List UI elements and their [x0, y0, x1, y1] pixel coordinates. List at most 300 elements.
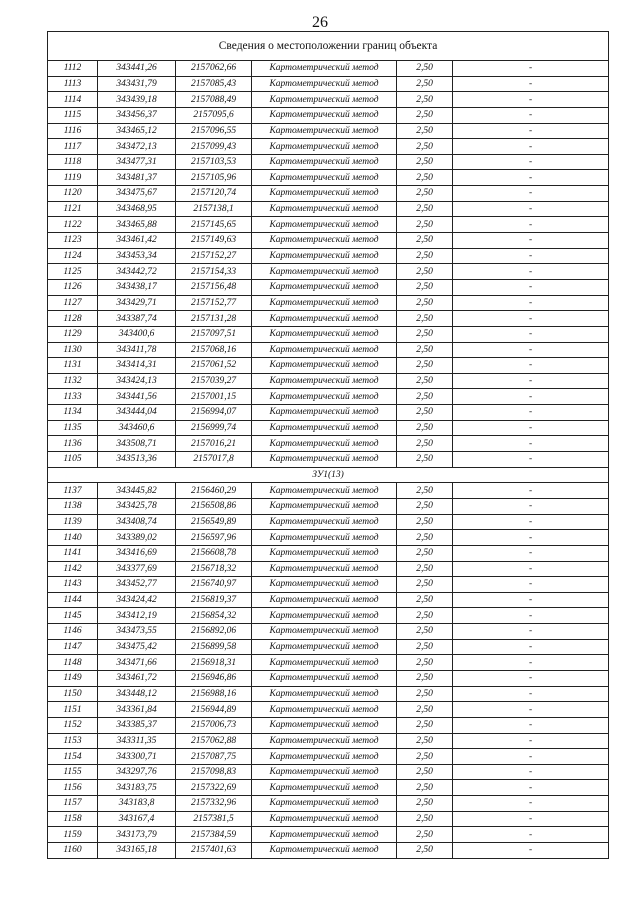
point-number-cell: 1158	[48, 811, 98, 827]
y-coordinate-cell: 2157085,43	[176, 76, 252, 92]
method-cell: Картометрический метод	[252, 436, 397, 452]
table-row	[48, 358, 609, 374]
y-coordinate-cell: 2156994,07	[176, 405, 252, 421]
accuracy-cell: 2,50	[397, 530, 453, 546]
description-cell: -	[453, 608, 609, 624]
description-cell: -	[453, 780, 609, 796]
accuracy-cell: 2,50	[397, 201, 453, 217]
y-coordinate-cell: 2156819,37	[176, 592, 252, 608]
x-coordinate-cell: 343385,37	[98, 717, 176, 733]
method-cell: Картометрический метод	[252, 233, 397, 249]
x-coordinate-cell: 343468,95	[98, 201, 176, 217]
accuracy-cell: 2,50	[397, 514, 453, 530]
table-row	[48, 545, 609, 561]
accuracy-cell: 2,50	[397, 107, 453, 123]
x-coordinate-cell: 343472,13	[98, 139, 176, 155]
y-coordinate-cell: 2157006,73	[176, 717, 252, 733]
method-cell: Картометрический метод	[252, 608, 397, 624]
accuracy-cell: 2,50	[397, 639, 453, 655]
y-coordinate-cell: 2157152,27	[176, 248, 252, 264]
x-coordinate-cell: 343477,31	[98, 154, 176, 170]
accuracy-cell: 2,50	[397, 749, 453, 765]
description-cell: -	[453, 592, 609, 608]
accuracy-cell: 2,50	[397, 545, 453, 561]
accuracy-cell: 2,50	[397, 483, 453, 499]
point-number-cell: 1117	[48, 139, 98, 155]
point-number-cell: 1120	[48, 186, 98, 202]
y-coordinate-cell: 2156918,31	[176, 655, 252, 671]
table-row	[48, 639, 609, 655]
method-cell: Картометрический метод	[252, 170, 397, 186]
accuracy-cell: 2,50	[397, 405, 453, 421]
y-coordinate-cell: 2157017,8	[176, 452, 252, 468]
table-row	[48, 592, 609, 608]
point-number-cell: 1140	[48, 530, 98, 546]
accuracy-cell: 2,50	[397, 436, 453, 452]
table-row	[48, 796, 609, 812]
y-coordinate-cell: 2156718,32	[176, 561, 252, 577]
description-cell: -	[453, 170, 609, 186]
description-cell: -	[453, 311, 609, 327]
x-coordinate-cell: 343165,18	[98, 843, 176, 859]
description-cell: -	[453, 389, 609, 405]
method-cell: Картометрический метод	[252, 295, 397, 311]
table-row	[48, 389, 609, 405]
accuracy-cell: 2,50	[397, 843, 453, 859]
table-row	[48, 342, 609, 358]
x-coordinate-cell: 343465,12	[98, 123, 176, 139]
accuracy-cell: 2,50	[397, 233, 453, 249]
description-cell: -	[453, 295, 609, 311]
description-cell: -	[453, 545, 609, 561]
accuracy-cell: 2,50	[397, 139, 453, 155]
method-cell: Картометрический метод	[252, 342, 397, 358]
accuracy-cell: 2,50	[397, 373, 453, 389]
y-coordinate-cell: 2157099,43	[176, 139, 252, 155]
x-coordinate-cell: 343361,84	[98, 702, 176, 718]
x-coordinate-cell: 343445,82	[98, 483, 176, 499]
accuracy-cell: 2,50	[397, 780, 453, 796]
accuracy-cell: 2,50	[397, 342, 453, 358]
description-cell: -	[453, 686, 609, 702]
x-coordinate-cell: 343461,42	[98, 233, 176, 249]
method-cell: Картометрический метод	[252, 311, 397, 327]
description-cell: -	[453, 61, 609, 77]
table-row	[48, 686, 609, 702]
method-cell: Картометрический метод	[252, 827, 397, 843]
description-cell: -	[453, 483, 609, 499]
method-cell: Картометрический метод	[252, 780, 397, 796]
y-coordinate-cell: 2157088,49	[176, 92, 252, 108]
accuracy-cell: 2,50	[397, 186, 453, 202]
description-cell: -	[453, 827, 609, 843]
point-number-cell: 1121	[48, 201, 98, 217]
x-coordinate-cell: 343452,77	[98, 577, 176, 593]
accuracy-cell: 2,50	[397, 702, 453, 718]
table-row	[48, 139, 609, 155]
x-coordinate-cell: 343441,26	[98, 61, 176, 77]
point-number-cell: 1147	[48, 639, 98, 655]
description-cell: -	[453, 749, 609, 765]
x-coordinate-cell: 343408,74	[98, 514, 176, 530]
description-cell: -	[453, 186, 609, 202]
table-row	[48, 123, 609, 139]
table-row	[48, 498, 609, 514]
y-coordinate-cell: 2157138,1	[176, 201, 252, 217]
point-number-cell: 1156	[48, 780, 98, 796]
x-coordinate-cell: 343173,79	[98, 827, 176, 843]
table-row	[48, 530, 609, 546]
y-coordinate-cell: 2157149,63	[176, 233, 252, 249]
accuracy-cell: 2,50	[397, 311, 453, 327]
y-coordinate-cell: 2157103,53	[176, 154, 252, 170]
table-row	[48, 170, 609, 186]
description-cell: -	[453, 248, 609, 264]
method-cell: Картометрический метод	[252, 405, 397, 421]
accuracy-cell: 2,50	[397, 827, 453, 843]
y-coordinate-cell: 2156946,86	[176, 670, 252, 686]
method-cell: Картометрический метод	[252, 717, 397, 733]
point-number-cell: 1144	[48, 592, 98, 608]
description-cell: -	[453, 577, 609, 593]
method-cell: Картометрический метод	[252, 592, 397, 608]
table-row	[48, 655, 609, 671]
method-cell: Картометрический метод	[252, 279, 397, 295]
x-coordinate-cell: 343508,71	[98, 436, 176, 452]
description-cell: -	[453, 123, 609, 139]
table-row	[48, 733, 609, 749]
description-cell: -	[453, 373, 609, 389]
y-coordinate-cell: 2157039,27	[176, 373, 252, 389]
table-row	[48, 764, 609, 780]
table-row	[48, 670, 609, 686]
point-number-cell: 1135	[48, 420, 98, 436]
point-number-cell: 1136	[48, 436, 98, 452]
x-coordinate-cell: 343416,69	[98, 545, 176, 561]
table-row	[48, 749, 609, 765]
table-row	[48, 201, 609, 217]
point-number-cell: 1131	[48, 358, 98, 374]
point-number-cell: 1133	[48, 389, 98, 405]
method-cell: Картометрический метод	[252, 749, 397, 765]
accuracy-cell: 2,50	[397, 733, 453, 749]
method-cell: Картометрический метод	[252, 733, 397, 749]
description-cell: -	[453, 405, 609, 421]
y-coordinate-cell: 2156549,89	[176, 514, 252, 530]
x-coordinate-cell: 343167,4	[98, 811, 176, 827]
point-number-cell: 1123	[48, 233, 98, 249]
accuracy-cell: 2,50	[397, 389, 453, 405]
y-coordinate-cell: 2157098,83	[176, 764, 252, 780]
point-number-cell: 1148	[48, 655, 98, 671]
y-coordinate-cell: 2157096,55	[176, 123, 252, 139]
point-number-cell: 1125	[48, 264, 98, 280]
point-number-cell: 1118	[48, 154, 98, 170]
accuracy-cell: 2,50	[397, 717, 453, 733]
table-row	[48, 843, 609, 859]
point-number-cell: 1139	[48, 514, 98, 530]
method-cell: Картометрический метод	[252, 61, 397, 77]
x-coordinate-cell: 343453,34	[98, 248, 176, 264]
table-row	[48, 608, 609, 624]
description-cell: -	[453, 702, 609, 718]
method-cell: Картометрический метод	[252, 107, 397, 123]
x-coordinate-cell: 343297,76	[98, 764, 176, 780]
method-cell: Картометрический метод	[252, 389, 397, 405]
point-number-cell: 1143	[48, 577, 98, 593]
accuracy-cell: 2,50	[397, 358, 453, 374]
point-number-cell: 1134	[48, 405, 98, 421]
point-number-cell: 1160	[48, 843, 98, 859]
y-coordinate-cell: 2156740,97	[176, 577, 252, 593]
accuracy-cell: 2,50	[397, 796, 453, 812]
table-row	[48, 702, 609, 718]
accuracy-cell: 2,50	[397, 655, 453, 671]
method-cell: Картометрический метод	[252, 498, 397, 514]
method-cell: Картометрический метод	[252, 217, 397, 233]
y-coordinate-cell: 2157131,28	[176, 311, 252, 327]
table-row	[48, 514, 609, 530]
accuracy-cell: 2,50	[397, 608, 453, 624]
table-row	[48, 279, 609, 295]
method-cell: Картометрический метод	[252, 123, 397, 139]
x-coordinate-cell: 343465,88	[98, 217, 176, 233]
x-coordinate-cell: 343400,6	[98, 326, 176, 342]
point-number-cell: 1142	[48, 561, 98, 577]
x-coordinate-cell: 343471,66	[98, 655, 176, 671]
y-coordinate-cell: 2157087,75	[176, 749, 252, 765]
x-coordinate-cell: 343460,6	[98, 420, 176, 436]
accuracy-cell: 2,50	[397, 452, 453, 468]
y-coordinate-cell: 2156899,58	[176, 639, 252, 655]
description-cell: -	[453, 764, 609, 780]
x-coordinate-cell: 343475,67	[98, 186, 176, 202]
point-number-cell: 1132	[48, 373, 98, 389]
method-cell: Картометрический метод	[252, 796, 397, 812]
description-cell: -	[453, 514, 609, 530]
accuracy-cell: 2,50	[397, 811, 453, 827]
table-row	[48, 248, 609, 264]
x-coordinate-cell: 343442,72	[98, 264, 176, 280]
method-cell: Картометрический метод	[252, 326, 397, 342]
table-row	[48, 811, 609, 827]
y-coordinate-cell: 2156999,74	[176, 420, 252, 436]
y-coordinate-cell: 2157097,51	[176, 326, 252, 342]
x-coordinate-cell: 343183,75	[98, 780, 176, 796]
point-number-cell: 1150	[48, 686, 98, 702]
y-coordinate-cell: 2157001,15	[176, 389, 252, 405]
x-coordinate-cell: 343438,17	[98, 279, 176, 295]
accuracy-cell: 2,50	[397, 764, 453, 780]
description-cell: -	[453, 624, 609, 640]
description-cell: -	[453, 342, 609, 358]
description-cell: -	[453, 452, 609, 468]
x-coordinate-cell: 343424,13	[98, 373, 176, 389]
table-row	[48, 154, 609, 170]
method-cell: Картометрический метод	[252, 655, 397, 671]
accuracy-cell: 2,50	[397, 420, 453, 436]
point-number-cell: 1122	[48, 217, 98, 233]
accuracy-cell: 2,50	[397, 123, 453, 139]
x-coordinate-cell: 343387,74	[98, 311, 176, 327]
page-number: 26	[312, 14, 328, 31]
description-cell: -	[453, 233, 609, 249]
description-cell: -	[453, 358, 609, 374]
description-cell: -	[453, 264, 609, 280]
description-cell: -	[453, 107, 609, 123]
y-coordinate-cell: 2157156,48	[176, 279, 252, 295]
table-row	[48, 311, 609, 327]
point-number-cell: 1129	[48, 326, 98, 342]
table-row	[48, 233, 609, 249]
table-title: Сведения о местоположении границ объекта	[48, 32, 609, 61]
description-cell: -	[453, 796, 609, 812]
accuracy-cell: 2,50	[397, 170, 453, 186]
point-number-cell: 1128	[48, 311, 98, 327]
y-coordinate-cell: 2157145,65	[176, 217, 252, 233]
accuracy-cell: 2,50	[397, 624, 453, 640]
x-coordinate-cell: 343444,04	[98, 405, 176, 421]
description-cell: -	[453, 717, 609, 733]
y-coordinate-cell: 2156988,16	[176, 686, 252, 702]
x-coordinate-cell: 343448,12	[98, 686, 176, 702]
method-cell: Картометрический метод	[252, 139, 397, 155]
table-row	[48, 405, 609, 421]
x-coordinate-cell: 343441,56	[98, 389, 176, 405]
point-number-cell: 1151	[48, 702, 98, 718]
point-number-cell: 1152	[48, 717, 98, 733]
accuracy-cell: 2,50	[397, 670, 453, 686]
y-coordinate-cell: 2157068,16	[176, 342, 252, 358]
method-cell: Картометрический метод	[252, 514, 397, 530]
description-cell: -	[453, 420, 609, 436]
y-coordinate-cell: 2157062,66	[176, 61, 252, 77]
y-coordinate-cell: 2156944,89	[176, 702, 252, 718]
method-cell: Картометрический метод	[252, 764, 397, 780]
description-cell: -	[453, 154, 609, 170]
description-cell: -	[453, 843, 609, 859]
description-cell: -	[453, 217, 609, 233]
table-row	[48, 326, 609, 342]
x-coordinate-cell: 343439,18	[98, 92, 176, 108]
x-coordinate-cell: 343481,37	[98, 170, 176, 186]
accuracy-cell: 2,50	[397, 561, 453, 577]
table-title-row	[48, 32, 609, 61]
description-cell: -	[453, 530, 609, 546]
point-number-cell: 1137	[48, 483, 98, 499]
method-cell: Картометрический метод	[252, 639, 397, 655]
table-row	[48, 577, 609, 593]
table-row	[48, 107, 609, 123]
x-coordinate-cell: 343411,78	[98, 342, 176, 358]
accuracy-cell: 2,50	[397, 248, 453, 264]
y-coordinate-cell: 2156608,78	[176, 545, 252, 561]
y-coordinate-cell: 2156892,06	[176, 624, 252, 640]
point-number-cell: 1127	[48, 295, 98, 311]
description-cell: -	[453, 279, 609, 295]
description-cell: -	[453, 326, 609, 342]
accuracy-cell: 2,50	[397, 295, 453, 311]
point-number-cell: 1149	[48, 670, 98, 686]
y-coordinate-cell: 2157061,52	[176, 358, 252, 374]
table-row	[48, 61, 609, 77]
x-coordinate-cell: 343513,36	[98, 452, 176, 468]
method-cell: Картометрический метод	[252, 483, 397, 499]
accuracy-cell: 2,50	[397, 326, 453, 342]
accuracy-cell: 2,50	[397, 76, 453, 92]
y-coordinate-cell: 2157105,96	[176, 170, 252, 186]
x-coordinate-cell: 343473,55	[98, 624, 176, 640]
accuracy-cell: 2,50	[397, 92, 453, 108]
table-row	[48, 264, 609, 280]
description-cell: -	[453, 733, 609, 749]
point-number-cell: 1130	[48, 342, 98, 358]
table-row	[48, 92, 609, 108]
accuracy-cell: 2,50	[397, 279, 453, 295]
method-cell: Картометрический метод	[252, 264, 397, 280]
y-coordinate-cell: 2157152,77	[176, 295, 252, 311]
accuracy-cell: 2,50	[397, 217, 453, 233]
point-number-cell: 1119	[48, 170, 98, 186]
method-cell: Картометрический метод	[252, 686, 397, 702]
y-coordinate-cell: 2157016,21	[176, 436, 252, 452]
method-cell: Картометрический метод	[252, 702, 397, 718]
description-cell: -	[453, 92, 609, 108]
table-row	[48, 452, 609, 468]
point-number-cell: 1153	[48, 733, 98, 749]
x-coordinate-cell: 343412,19	[98, 608, 176, 624]
description-cell: -	[453, 436, 609, 452]
table-row	[48, 561, 609, 577]
y-coordinate-cell: 2156508,86	[176, 498, 252, 514]
x-coordinate-cell: 343311,35	[98, 733, 176, 749]
x-coordinate-cell: 343461,72	[98, 670, 176, 686]
y-coordinate-cell: 2157120,74	[176, 186, 252, 202]
y-coordinate-cell: 2156460,29	[176, 483, 252, 499]
point-number-cell: 1113	[48, 76, 98, 92]
table-row	[48, 295, 609, 311]
point-number-cell: 1159	[48, 827, 98, 843]
y-coordinate-cell: 2157095,6	[176, 107, 252, 123]
description-cell: -	[453, 498, 609, 514]
method-cell: Картометрический метод	[252, 358, 397, 374]
point-number-cell: 1141	[48, 545, 98, 561]
accuracy-cell: 2,50	[397, 61, 453, 77]
point-number-cell: 1154	[48, 749, 98, 765]
method-cell: Картометрический метод	[252, 92, 397, 108]
x-coordinate-cell: 343414,31	[98, 358, 176, 374]
table-row	[48, 483, 609, 499]
table-row	[48, 436, 609, 452]
description-cell: -	[453, 811, 609, 827]
description-cell: -	[453, 655, 609, 671]
point-number-cell: 1138	[48, 498, 98, 514]
x-coordinate-cell: 343456,37	[98, 107, 176, 123]
accuracy-cell: 2,50	[397, 686, 453, 702]
x-coordinate-cell: 343424,42	[98, 592, 176, 608]
x-coordinate-cell: 343429,71	[98, 295, 176, 311]
x-coordinate-cell: 343389,02	[98, 530, 176, 546]
y-coordinate-cell: 2157384,59	[176, 827, 252, 843]
method-cell: Картометрический метод	[252, 201, 397, 217]
table-row	[48, 780, 609, 796]
method-cell: Картометрический метод	[252, 624, 397, 640]
method-cell: Картометрический метод	[252, 843, 397, 859]
method-cell: Картометрический метод	[252, 811, 397, 827]
x-coordinate-cell: 343300,71	[98, 749, 176, 765]
description-cell: -	[453, 201, 609, 217]
method-cell: Картометрический метод	[252, 373, 397, 389]
